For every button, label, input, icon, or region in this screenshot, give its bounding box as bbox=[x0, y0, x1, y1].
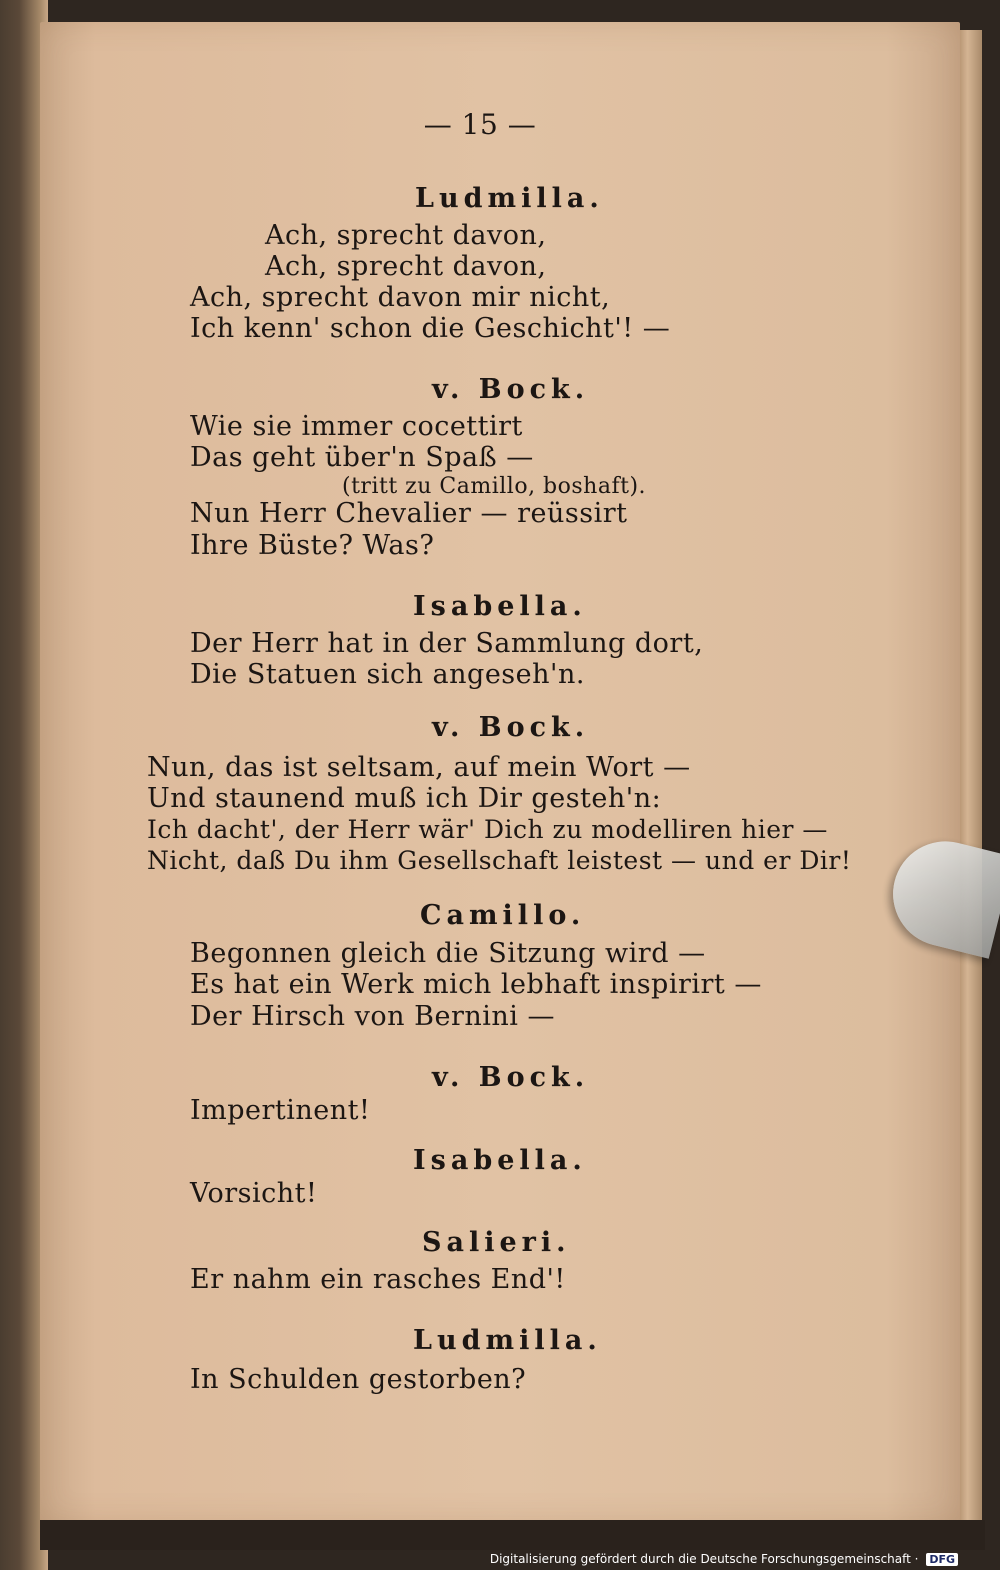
verse-line: Vorsicht! bbox=[190, 1178, 318, 1209]
speaker-name: Isabella. bbox=[413, 1145, 587, 1176]
credit-text: Digitalisierung gefördert durch die Deutsche Forschungsgemeinschaft bbox=[489, 1552, 911, 1566]
speaker-name: v. Bock. bbox=[432, 374, 590, 405]
verse-line: Und staunend muß ich Dir gesteh'n: bbox=[147, 783, 662, 814]
speaker-name: Isabella. bbox=[413, 591, 587, 622]
verse-line: Ihre Büste? Was? bbox=[190, 530, 435, 561]
verse-line: Wie sie immer cocettirt bbox=[190, 411, 523, 442]
speaker-name: Ludmilla. bbox=[413, 1325, 602, 1356]
verse-line: In Schulden gestorben? bbox=[190, 1364, 527, 1395]
verse-line: Das geht über'n Spaß — bbox=[190, 442, 534, 473]
digitization-credit: Digitalisierung gefördert durch die Deutsche Forschungsgemeinschaft · DFG bbox=[490, 1552, 958, 1566]
speaker-name: Ludmilla. bbox=[415, 183, 604, 214]
speaker-name: Camillo. bbox=[420, 900, 586, 931]
page-shadow bbox=[40, 1520, 985, 1550]
stage-direction: (tritt zu Camillo, boshaft). bbox=[342, 474, 647, 499]
page-number: — 15 — bbox=[423, 108, 537, 141]
verse-line: Ich dacht', der Herr wär' Dich zu modelliren hier — bbox=[147, 815, 828, 844]
speaker-name: Salieri. bbox=[422, 1227, 571, 1258]
verse-line: Ach, sprecht davon, bbox=[265, 220, 547, 251]
speaker-name: v. Bock. bbox=[432, 1062, 590, 1093]
verse-line: Nicht, daß Du ihm Gesellschaft leistest — und er Dir! bbox=[147, 846, 852, 875]
verse-line: Nun, das ist seltsam, auf mein Wort — bbox=[147, 752, 691, 783]
verse-line: Die Statuen sich angeseh'n. bbox=[190, 659, 585, 690]
verse-line: Ach, sprecht davon, bbox=[265, 251, 547, 282]
verse-line: Ich kenn' schon die Geschicht'! — bbox=[190, 313, 671, 344]
verse-line: Der Hirsch von Bernini — bbox=[190, 1001, 555, 1032]
verse-line: Der Herr hat in der Sammlung dort, bbox=[190, 628, 704, 659]
page-edge bbox=[958, 30, 982, 1530]
speaker-name: v. Bock. bbox=[432, 712, 590, 743]
verse-line: Er nahm ein rasches End'! bbox=[190, 1264, 566, 1295]
verse-line: Begonnen gleich die Sitzung wird — bbox=[190, 938, 706, 969]
verse-line: Ach, sprecht davon mir nicht, bbox=[190, 282, 611, 313]
verse-line: Nun Herr Chevalier — reüssirt bbox=[190, 498, 628, 529]
verse-line: Es hat ein Werk mich lebhaft inspirirt — bbox=[190, 969, 762, 1000]
dfg-logo: DFG bbox=[926, 1553, 958, 1566]
verse-line: Impertinent! bbox=[190, 1095, 371, 1126]
